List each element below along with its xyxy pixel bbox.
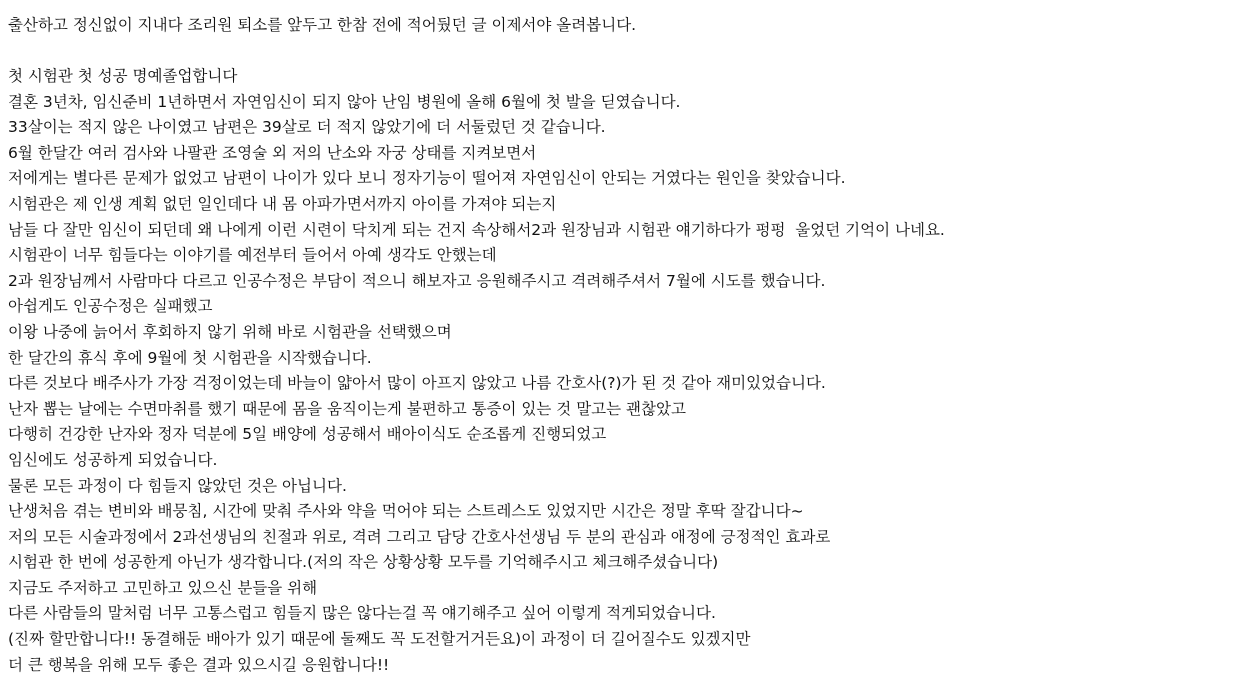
text-line: 물론 모든 과정이 다 힘들지 않았던 것은 아닙니다. (8, 476, 347, 495)
text-line: 지금도 주저하고 고민하고 있으신 분들을 위해 (8, 578, 318, 597)
text-line: 첫 시험관 첫 성공 명예졸업합니다 (8, 67, 238, 85)
text-line: 결혼 3년차, 임신준비 1년하면서 자연임신이 되지 않아 난임 병원에 올해 6월에 첫 발을 딛였습니다. (8, 92, 681, 111)
text-line: 이왕 나중에 늙어서 후회하지 않기 위해 바로 시험관을 선택했으며 (8, 322, 452, 341)
text-line: 난생처음 겪는 변비와 배뭉침, 시간에 맞춰 주사와 약을 먹어야 되는 스트레스도 있었지만 시간은 정말 후딱 잘갑니다~ (8, 502, 804, 521)
text-line: 임신에도 성공하게 되었습니다. (8, 450, 218, 469)
text-line: 남들 다 잘만 임신이 되던데 왜 나에게 이런 시련이 닥치게 되는 건지 속상해서2과 원장님과 시험관 얘기하다가 펑펑 울었던 기억이 나네요. (8, 220, 945, 239)
text-line: 2과 원장님께서 사람마다 다르고 인공수정은 부담이 적으니 해보자고 응원해주시고 격려해주셔서 7월에 시도를 했습니다. (8, 271, 826, 290)
text-line: 33살이는 적지 않은 나이였고 남편은 39살로 더 적지 않았기에 더 서둘렀던 것 같습니다. (8, 118, 606, 137)
text-line: 다른 사람들의 말처럼 너무 고통스럽고 힘들지 많은 않다는걸 꼭 얘기해주고 싶어 이렇게 적게되었습니다. (8, 604, 716, 623)
text-line: 아쉽게도 인공수정은 실패했고 (8, 297, 213, 316)
text-line: 6월 한달간 여러 검사와 나팔관 조영술 외 저의 난소와 자궁 상태를 지켜보면서 (8, 143, 537, 162)
text-line: 다른 것보다 배주사가 가장 걱정이었는데 바늘이 얇아서 많이 아프지 않았고 나름 간호사(?)가 된 것 같아 재미있었습니다. (8, 374, 826, 393)
paragraph-spacer (8, 38, 1242, 64)
text-line: 더 큰 행복을 위해 모두 좋은 결과 있으시길 응원합니다!! (8, 655, 390, 674)
text-line: 시험관 한 번에 성공한게 아닌가 생각합니다.(저의 작은 상황상황 모두를 기억해주시고 체크해주셨습니다) (8, 553, 719, 572)
intro-paragraph: 출산하고 정신없이 지내다 조리원 퇴소를 앞두고 한참 전에 적어뒀던 글 이제서야 올려봅니다. (8, 16, 637, 34)
text-line: 저의 모든 시술과정에서 2과선생님의 친절과 위로, 격려 그리고 담당 간호사선생님 두 분의 관심과 애정에 긍정적인 효과로 (8, 527, 831, 546)
text-line: 한 달간의 휴식 후에 9월에 첫 시험관을 시작했습니다. (8, 348, 372, 367)
body-text (8, 64, 1242, 678)
text-line: (진짜 할만합니다!! 동결해둔 배아가 있기 때문에 둘째도 꼭 도전할거거든요)이 과정이 더 길어질수도 있겠지만 (8, 630, 751, 649)
text-line: 다행히 건강한 난자와 정자 덕분에 5일 배양에 성공해서 배아이식도 순조롭게 진행되었고 (8, 425, 607, 444)
text-line: 저에게는 별다른 문제가 없었고 남편이 나이가 있다 보니 정자기능이 떨어져 자연임신이 안되는 거였다는 원인을 찾았습니다. (8, 169, 846, 188)
text-line: 시험관은 제 인생 계획 없던 일인데다 내 몸 아파가면서까지 아이를 가져야 되는지 (8, 194, 557, 213)
text-line: 난자 뽑는 날에는 수면마취를 했기 때문에 몸을 움직이는게 불편하고 통증이 있는 것 말고는 괜찮았고 (8, 399, 686, 418)
text-line: 시험관이 너무 힘들다는 이야기를 예전부터 들어서 아예 생각도 안했는데 (8, 246, 497, 265)
